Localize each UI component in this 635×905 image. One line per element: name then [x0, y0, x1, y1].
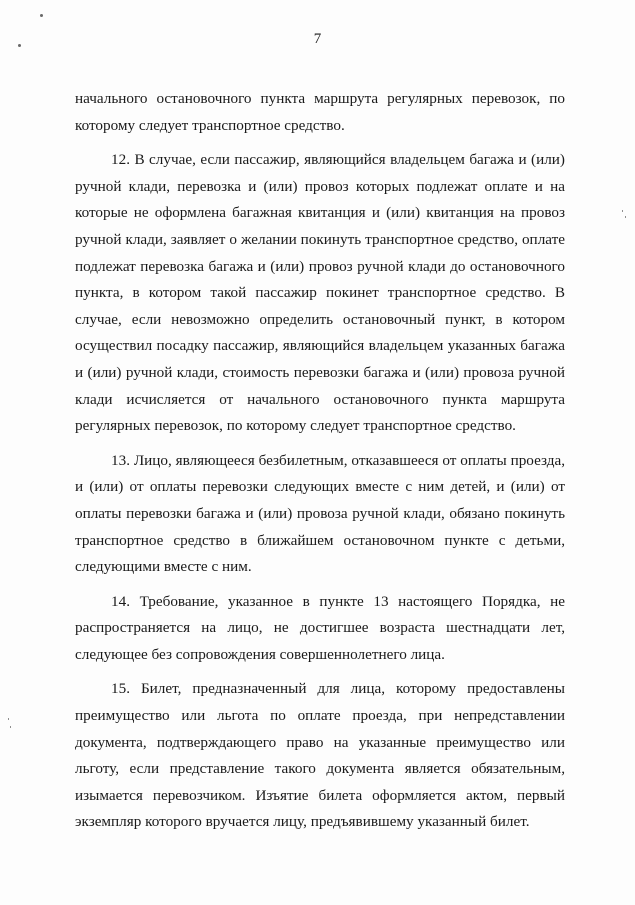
scan-speck — [10, 726, 11, 728]
document-body — [75, 86, 565, 836]
scan-speck — [622, 210, 623, 212]
scan-speck — [40, 14, 43, 17]
paragraph-item-12: 12. В случае, если пассажир, являющийся владельцем багажа и (или) ручной клади, перевозка и (или) провоз которых подлежат оплате и на которые не оформлена багажная квитанция и (или) квитанция на провоз ручной клади, заявляет о желании покинуть транспортное средство, оплате подлежат перевозка багажа и (или) провоз ручной клади до остановочного пункта, в котором такой пассажир покинет транспортное средство. В случае, если невозможно определить остановочный пункт, в котором осуществил посадку пассажир, являющийся владельцем указанных багажа и (или) ручной клади, стоимость перевозки багажа и (или) провоза ручной клади исчисляется от начального остановочного пункта маршрута регулярных перевозок, по которому следует транспортное средство. — [75, 151, 565, 435]
scan-speck — [8, 718, 9, 720]
page-number: 7 — [313, 31, 322, 47]
scan-speck — [625, 216, 626, 218]
paragraph-item-13: 13. Лицо, являющееся безбилетным, отказавшееся от оплаты проезда, и (или) от оплаты перевозки следующих вместе с ним детей, и (или) от оплаты перевозки багажа и (или) провоза ручной клади, обязано покинуть транспортное средство в ближайшем остановочном пункте с детьми, следующими вместе с ним. — [75, 451, 565, 576]
paragraph-continuation: начального остановочного пункта маршрута регулярных перевозок, по которому следует транспортное средство. — [75, 90, 565, 134]
paragraph-item-14: 14. Требование, указанное в пункте 13 настоящего Порядка, не распространяется на лицо, не достигшее возраста шестнадцати лет, следующее без сопровождения совершеннолетнего лица. — [75, 592, 565, 663]
paragraph-item-15: 15. Билет, предназначенный для лица, которому предоставлены преимущество или льгота по оплате проезда, при непредставлении документа, подтверждающего право на указанные преимущество или льготу, если представление такого документа является обязательным, изымается перевозчиком. Изъятие билета оформляется актом, первый экземпляр которого вручается лицу, предъявившему указанный билет. — [75, 680, 565, 831]
